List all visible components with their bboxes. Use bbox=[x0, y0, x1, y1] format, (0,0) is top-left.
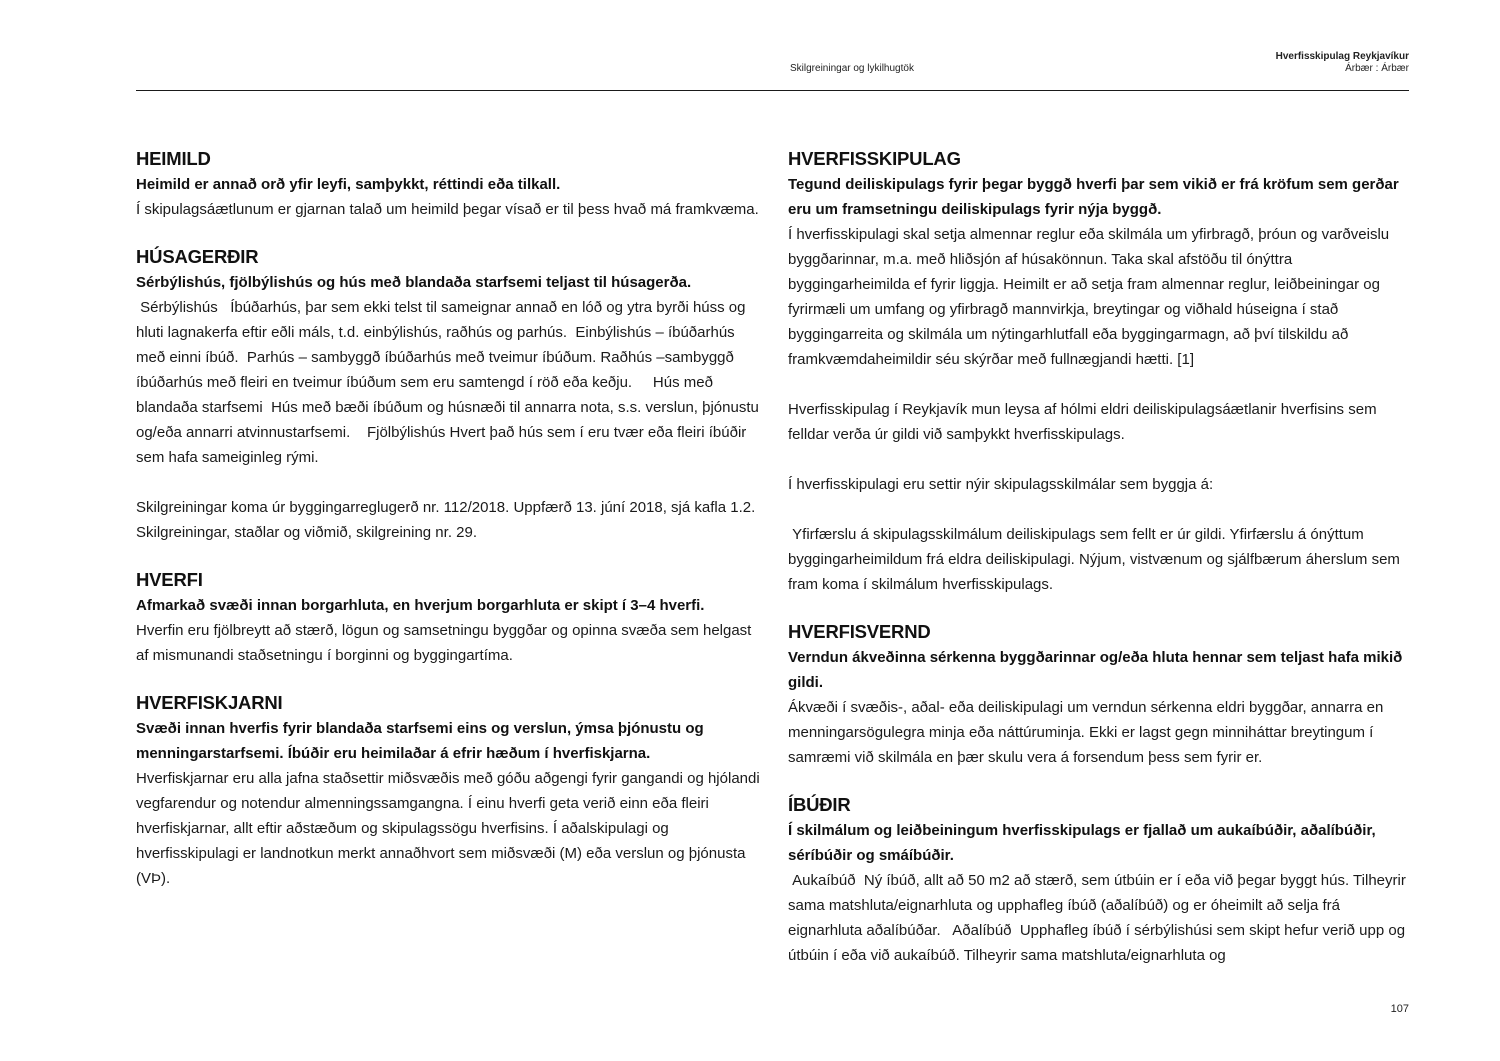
section-heading: HÚSAGERÐIR bbox=[136, 246, 259, 267]
document-subtitle: Árbær : Árbær bbox=[1345, 63, 1409, 74]
section-paragraph: Í hverfisskipulagi skal setja almennar reglur eða skilmála um yfirbragð, þróun og varðveislu byggðarinnar, m.a. með hliðsjón af húsakönnun. Taka skal afstöðu til ónýttra byggingarheimilda ef fyrir liggja. Heimilt er að setja fram almennar reglur, leiðbeiningar og fyrirmæli um umfang og yfirbragð mannvirkja, breytingar og viðhald húseigna í stað byggingarreita og skilmála um nýtingarhlutfall eða byggingarmagn, að því tilskildu að framkvæmdaheimildir séu skýrðar með fullnægjandi hætti. [1] bbox=[788, 226, 1390, 368]
section-paragraph: Í skipulagsáætlunum er gjarnan talað um heimild þegar vísað er til þess hvað má framkvæma. bbox=[136, 201, 759, 218]
section-heading: ÍBÚÐIR bbox=[788, 794, 851, 815]
header-document-info bbox=[1276, 51, 1409, 75]
section-paragraph: Yfirfærslu á skipulagsskilmálum deiliskipulags sem fellt er úr gildi. Yfirfærslu á ónýttum byggingarheimildum frá eldra deiliskipulagi. Nýjum, vistvænum og sjálfbærum áherslum sem fram koma í skilmálum hverfisskipulags. bbox=[788, 526, 1405, 593]
page-header bbox=[136, 0, 1409, 91]
section-lead: Sérbýlishús, fjölbýlishús og hús með blandaða starfsemi teljast til húsagerða. bbox=[136, 274, 692, 291]
section-lead: Heimild er annað orð yfir leyfi, samþykkt, réttindi eða tilkall. bbox=[136, 176, 561, 193]
section-hverfi bbox=[136, 567, 766, 668]
left-column bbox=[136, 146, 766, 891]
section-lead: Í skilmálum og leiðbeiningum hverfisskipulags er fjallað um aukaíbúðir, aðalíbúðir, séríbúðir og smáíbúðir. bbox=[788, 822, 1376, 864]
section-ibudir bbox=[788, 792, 1418, 968]
section-paragraph: Í hverfisskipulagi eru settir nýir skipulagsskilmálar sem byggja á: bbox=[788, 476, 1214, 493]
section-lead: Svæði innan hverfis fyrir blandaða starfsemi eins og verslun, ýmsa þjónustu og menningarstarfsemi. Íbúðir eru heimilaðar á efrir hæðum í hverfiskjarna. bbox=[136, 720, 704, 762]
document-title: Hverfisskipulag Reykjavíkur bbox=[1275, 51, 1409, 62]
section-hverfiskjarni bbox=[136, 690, 766, 891]
section-lead: Tegund deiliskipulags fyrir þegar byggð hverfi þar sem vikið er frá kröfum sem gerðar eru um framsetningu deiliskipulags fyrir nýja byggð. bbox=[788, 176, 1399, 218]
section-paragraph: Sérbýlishús Íbúðarhús, þar sem ekki telst til sameignar annað en lóð og ytra byrði húss og hluti lagnakerfa eftir eðli máls, t.d. einbýlishús, raðhús og parhús. Einbýlishús – íbúðarhús með einni íbúð. Parhús – sambyggð íbúðarhús með tveimur íbúðum. Raðhús –sambyggð íbúðarhús með fleiri en tveimur íbúðum sem eru samtengd í röð eða keðju. Hús með blandaða starfsemi Hús með bæði íbúðum og húsnæði til annarra nota, s.s. verslun, þjónustu og/eða annarri atvinnustarfsemi. Fjölbýlishús Hvert það hús sem í eru tvær eða fleiri íbúðir sem hafa sameiginleg rými. bbox=[136, 299, 764, 466]
section-hverfisskipulag bbox=[788, 146, 1418, 597]
section-husagerdir bbox=[136, 244, 766, 545]
section-paragraph: Hverfisskipulag í Reykjavík mun leysa af hólmi eldri deiliskipulagsáætlanir hverfisins sem felldar verða úr gildi við samþykkt hverfisskipulags. bbox=[788, 401, 1377, 443]
section-hverfisvernd bbox=[788, 619, 1418, 770]
section-heading: HVERFISKJARNI bbox=[136, 692, 283, 713]
section-lead: Verndun ákveðinna sérkenna byggðarinnar og/eða hluta hennar sem teljast hafa mikið gildi. bbox=[788, 649, 1403, 691]
section-paragraph: Skilgreiningar koma úr byggingarreglugerð nr. 112/2018. Uppfærð 13. júní 2018, sjá kafla 1.2. Skilgreiningar, staðlar og viðmið, skilgreining nr. 29. bbox=[136, 499, 756, 541]
section-paragraph: Hverfiskjarnar eru alla jafna staðsettir miðsvæðis með góðu aðgengi fyrir gangandi og hjólandi vegfarendur og notendur almenningssamgangna. Í einu hverfi geta verið einn eða fleiri hverfiskjarnar, allt eftir aðstæðum og skipulagssögu hverfisins. Í aðalskipulagi og hverfisskipulagi er landnotkun merkt annaðhvort sem miðsvæði (M) eða verslun og þjónusta (VÞ). bbox=[136, 770, 760, 887]
section-paragraph: Aukaíbúð Ný íbúð, allt að 50 m2 að stærð, sem útbúin er í eða við þegar byggt hús. Tilheyrir sama matshluta/eignarhluta og upphafleg íbúð (aðalíbúð) og er óheimilt að selja frá eignarhluta aðalíbúðar. Aðalíbúð Upphafleg íbúð í sérbýlishúsi sem skipt hefur verið upp og útbúin í eða við aukaíbúð. Tilheyrir sama matshluta/eignarhluta og bbox=[788, 872, 1411, 964]
section-heading: HVERFISSKIPULAG bbox=[788, 148, 961, 169]
header-section-title: Skilgreiningar og lykilhugtök bbox=[790, 63, 914, 74]
section-heading: HVERFISVERND bbox=[788, 621, 931, 642]
section-paragraph: Ákvæði í svæðis-, aðal- eða deiliskipulagi um verndun sérkenna eldri byggðar, annarra en menningarsögulegra minja eða náttúruminja. Ekki er lagst gegn minniháttar breytingum í samræmi við skilmála en þær skulu vera á forsendum þess sem fyrir er. bbox=[788, 699, 1384, 766]
right-column bbox=[788, 146, 1418, 968]
section-lead: Afmarkað svæði innan borgarhluta, en hverjum borgarhluta er skipt í 3–4 hverfi. bbox=[136, 597, 705, 614]
section-heading: HEIMILD bbox=[136, 148, 211, 169]
section-heading: HVERFI bbox=[136, 569, 203, 590]
page-number: 107 bbox=[1390, 1003, 1409, 1015]
section-heimild bbox=[136, 146, 766, 222]
section-paragraph: Hverfin eru fjölbreytt að stærð, lögun og samsetningu byggðar og opinna svæða sem helgast af mismunandi staðsetningu í borginni og byggingartíma. bbox=[136, 622, 752, 664]
